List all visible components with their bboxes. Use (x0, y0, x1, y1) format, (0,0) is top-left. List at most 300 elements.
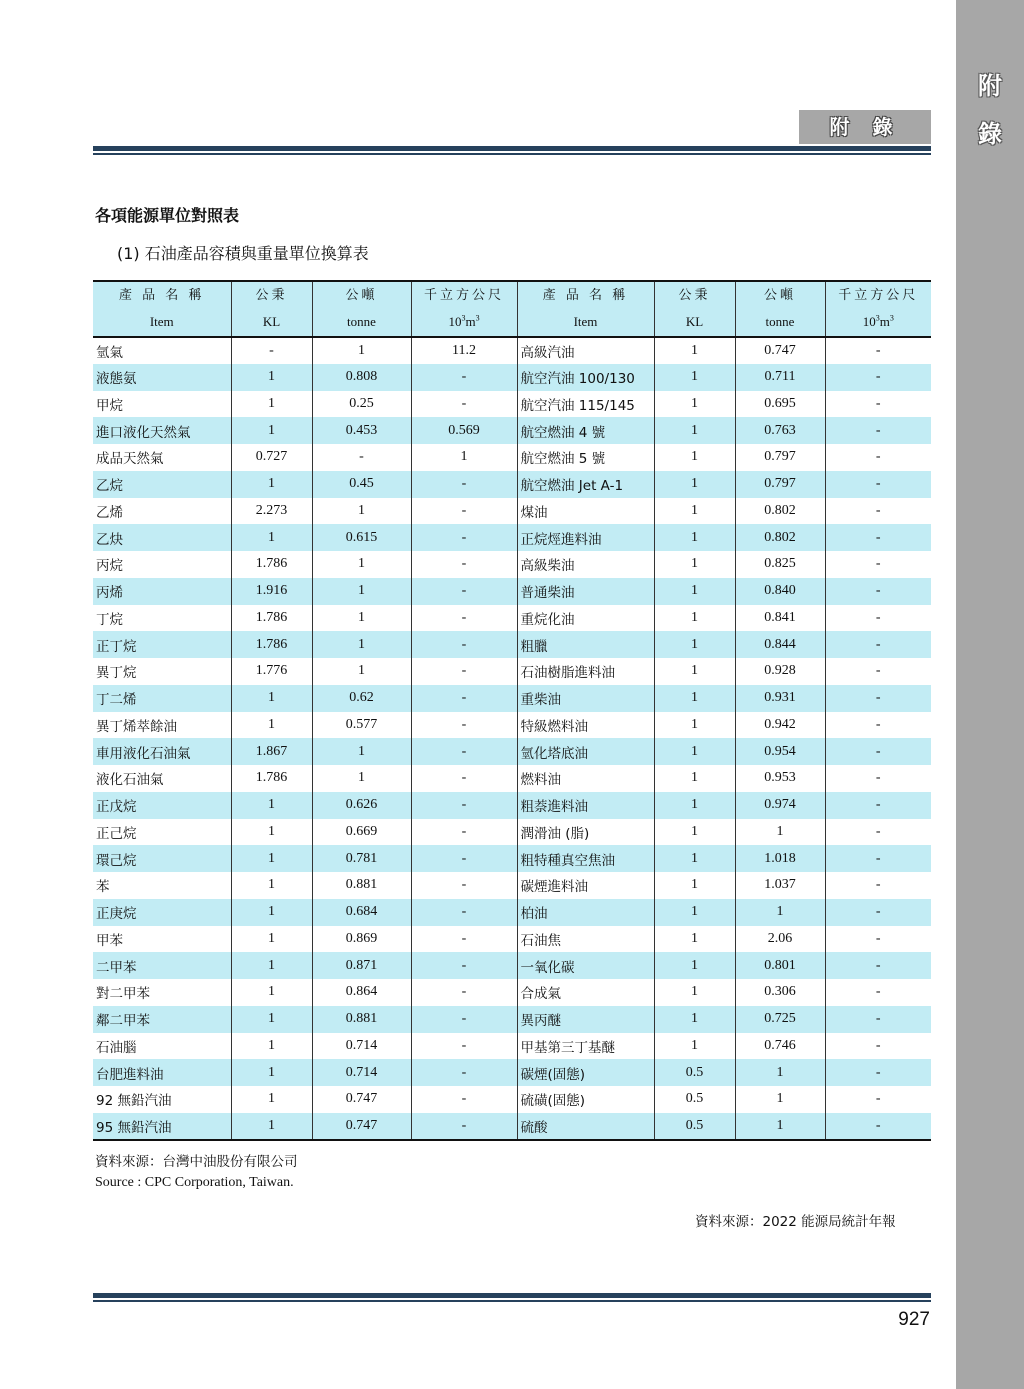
value-cell: 0.808 (312, 364, 411, 391)
value-cell: 1.776 (231, 658, 312, 685)
value-cell: - (411, 658, 517, 685)
column-header-zh: 產 品 名 稱 (119, 288, 205, 303)
value-cell: 1 (231, 364, 312, 391)
value-cell: 1 (654, 444, 735, 471)
item-name-cell: 航空燃油 Jet A-1 (517, 471, 654, 498)
value-cell: - (825, 364, 931, 391)
value-cell: 1 (654, 1033, 735, 1060)
value-cell: 1 (231, 471, 312, 498)
value-cell: - (231, 337, 312, 364)
value-cell: 0.453 (312, 417, 411, 444)
value-cell: 0.727 (231, 444, 312, 471)
item-name-cell: 航空汽油 115/145 (517, 391, 654, 418)
value-cell: 1 (312, 498, 411, 525)
value-cell: 1 (654, 658, 735, 685)
item-name-cell: 重柴油 (517, 685, 654, 712)
value-cell: 0.615 (312, 524, 411, 551)
value-cell: 1.786 (231, 605, 312, 632)
item-name-cell: 石油焦 (517, 926, 654, 953)
value-cell: - (825, 417, 931, 444)
value-cell: - (411, 578, 517, 605)
column-header (825, 281, 931, 337)
value-cell: 0.62 (312, 685, 411, 712)
value-cell: - (411, 471, 517, 498)
table-row (93, 471, 931, 498)
value-cell: - (411, 364, 517, 391)
value-cell: 0.864 (312, 979, 411, 1006)
value-cell: 0.841 (735, 605, 825, 632)
value-cell: 0.747 (312, 1113, 411, 1140)
side-tab-char: 附 (978, 72, 1002, 100)
value-cell: - (825, 685, 931, 712)
item-name-cell: 正己烷 (93, 819, 231, 846)
item-name-cell: 合成氣 (517, 979, 654, 1006)
column-header-en (826, 309, 932, 335)
value-cell: - (825, 899, 931, 926)
value-cell: - (411, 926, 517, 953)
value-cell: 0.711 (735, 364, 825, 391)
value-cell: - (411, 1113, 517, 1140)
value-cell: 0.5 (654, 1113, 735, 1140)
column-header-zh: 公秉 (678, 288, 711, 303)
conversion-table (93, 280, 931, 1141)
item-name-cell: 液化石油氣 (93, 765, 231, 792)
value-cell: - (825, 578, 931, 605)
value-cell: 0.746 (735, 1033, 825, 1060)
item-name-cell: 煤油 (517, 498, 654, 525)
value-cell: - (825, 845, 931, 872)
item-name-cell: 進口液化天然氣 (93, 417, 231, 444)
item-name-cell: 95 無鉛汽油 (93, 1113, 231, 1140)
value-cell: - (875, 770, 881, 786)
value-cell: 1 (411, 444, 517, 471)
value-cell: 0.763 (735, 417, 825, 444)
value-cell: 0.714 (312, 1059, 411, 1086)
value-cell: - (875, 877, 881, 893)
table-row (93, 845, 931, 872)
item-name-cell: 石油樹脂進料油 (517, 658, 654, 685)
value-cell: 1 (231, 952, 312, 979)
value-cell: 0.931 (735, 685, 825, 712)
header-rule-thin (93, 153, 931, 155)
value-cell: 1 (312, 738, 411, 765)
item-name-cell: 乙炔 (93, 524, 231, 551)
value-cell: 1 (312, 605, 411, 632)
value-cell: 0.684 (312, 899, 411, 926)
value-cell: - (411, 845, 517, 872)
table-row (93, 819, 931, 846)
value-cell: - (875, 984, 881, 1000)
item-name-cell: 碳煙(固態) (517, 1059, 654, 1086)
value-cell: - (825, 792, 931, 819)
value-cell: 1 (654, 979, 735, 1006)
value-cell: 1 (654, 471, 735, 498)
item-name-cell: 氫氣 (93, 337, 231, 364)
item-name-cell: 硫磺(固態) (517, 1086, 654, 1113)
header-row (93, 281, 931, 337)
value-cell: 1 (654, 391, 735, 418)
value-cell: 0.797 (735, 444, 825, 471)
value-cell: 1 (654, 738, 735, 765)
column-header (517, 281, 654, 337)
table-row (93, 417, 931, 444)
item-name-cell: 碳煙進料油 (517, 872, 654, 899)
column-header-en: KL (262, 314, 281, 329)
unit-part: 3 (889, 313, 894, 323)
item-name-cell: 液態氨 (93, 364, 231, 391)
value-cell: - (411, 1059, 517, 1086)
value-cell: - (875, 395, 881, 411)
value-cell: 1 (231, 872, 312, 899)
table-body (93, 337, 931, 1140)
value-cell: 1 (654, 845, 735, 872)
table-row (93, 738, 931, 765)
value-cell: 1 (735, 1113, 825, 1140)
value-cell: - (411, 819, 517, 846)
value-cell: 1 (231, 979, 312, 1006)
value-cell: 0.825 (735, 551, 825, 578)
value-cell: - (411, 1033, 517, 1060)
item-name-cell: 高級汽油 (517, 337, 654, 364)
table-row (93, 524, 931, 551)
unit-part: m (879, 314, 890, 329)
value-cell: 1 (231, 1006, 312, 1033)
item-name-cell: 台肥進料油 (93, 1059, 231, 1086)
column-header-zh: 千立方公尺 (838, 288, 919, 303)
table-row (93, 1113, 931, 1140)
item-name-cell: 石油腦 (93, 1033, 231, 1060)
value-cell: 1 (231, 685, 312, 712)
value-cell: 0.801 (735, 952, 825, 979)
item-name-cell: 丙烷 (93, 551, 231, 578)
column-header (231, 281, 312, 337)
value-cell: 1 (654, 417, 735, 444)
item-name-cell: 甲烷 (93, 391, 231, 418)
value-cell: 0.25 (312, 391, 411, 418)
value-cell: - (825, 471, 931, 498)
value-cell: 1 (654, 364, 735, 391)
value-cell: 0.5 (654, 1059, 735, 1086)
item-name-cell: 甲苯 (93, 926, 231, 953)
value-cell: - (411, 899, 517, 926)
value-cell: 0.695 (735, 391, 825, 418)
value-cell: - (825, 1059, 931, 1086)
column-header (93, 281, 231, 337)
value-cell: - (875, 1091, 881, 1107)
item-name-cell: 鄰二甲苯 (93, 1006, 231, 1033)
value-cell: - (411, 551, 517, 578)
table-row (93, 872, 931, 899)
value-cell: 0.669 (312, 819, 411, 846)
item-name-cell: 異丁烷 (93, 658, 231, 685)
table-row (93, 498, 931, 525)
column-header (312, 281, 411, 337)
value-cell: 1 (312, 658, 411, 685)
item-name-cell: 柏油 (517, 899, 654, 926)
table-row (93, 1086, 931, 1113)
value-cell: 1 (654, 578, 735, 605)
table-row (93, 926, 931, 953)
item-name-cell: 丁烷 (93, 605, 231, 632)
value-cell: 1.037 (735, 872, 825, 899)
item-name-cell: 苯 (93, 872, 231, 899)
chapter-header-label: 附 錄 (799, 110, 931, 144)
column-header-en: tonne (347, 314, 376, 329)
value-cell: - (875, 502, 881, 518)
column-header-zh: 公噸 (345, 288, 378, 303)
table-row (93, 979, 931, 1006)
column-header (411, 281, 517, 337)
value-cell: 0.840 (735, 578, 825, 605)
unit-part: m (465, 314, 476, 329)
table-row (93, 631, 931, 658)
value-cell: 1 (231, 819, 312, 846)
value-cell: 0.5 (654, 1086, 735, 1113)
value-cell: 1 (654, 792, 735, 819)
value-cell: - (411, 524, 517, 551)
value-cell: 1 (654, 1006, 735, 1033)
source-note-en: Source : CPC Corporation, Taiwan. (95, 1175, 294, 1190)
table-row (93, 551, 931, 578)
table-title: (1) 石油產品容積與重量單位換算表 (117, 244, 369, 263)
value-cell: 1 (312, 551, 411, 578)
value-cell: 0.747 (735, 337, 825, 364)
table-row (93, 1059, 931, 1086)
value-cell: - (875, 609, 881, 625)
column-header-zh: 千立方公尺 (423, 288, 504, 303)
item-name-cell: 粗特種真空焦油 (517, 845, 654, 872)
table-row (93, 391, 931, 418)
value-cell: 1.867 (231, 738, 312, 765)
value-cell: - (411, 685, 517, 712)
item-name-cell: 車用液化石油氣 (93, 738, 231, 765)
value-cell: 1 (654, 631, 735, 658)
item-name-cell: 重烷化油 (517, 605, 654, 632)
footer-rule-thin (93, 1300, 931, 1302)
value-cell: 1 (231, 1033, 312, 1060)
value-cell: - (411, 979, 517, 1006)
table-row (93, 952, 931, 979)
item-name-cell: 環己烷 (93, 845, 231, 872)
side-tab (956, 0, 1024, 1389)
value-cell: 0.747 (312, 1086, 411, 1113)
column-header-zh: 公噸 (763, 288, 796, 303)
table-row (93, 337, 931, 364)
value-cell: - (875, 556, 881, 572)
value-cell: - (411, 605, 517, 632)
value-cell: 1 (231, 1086, 312, 1113)
table-row (93, 765, 931, 792)
value-cell: 1 (654, 605, 735, 632)
value-cell: - (411, 631, 517, 658)
value-cell: 0.802 (735, 498, 825, 525)
column-header-zh: 產 品 名 稱 (542, 288, 629, 303)
column-header-en: KL (685, 314, 704, 329)
value-cell: 1 (231, 391, 312, 418)
source-note-zh: 資料來源：台灣中油股份有限公司 (95, 1154, 298, 1170)
value-cell: 0.626 (312, 792, 411, 819)
value-cell: 1.916 (231, 578, 312, 605)
item-name-cell: 粗萘進料油 (517, 792, 654, 819)
value-cell: 2.273 (231, 498, 312, 525)
value-cell: 1.786 (231, 551, 312, 578)
value-cell: 0.569 (411, 417, 517, 444)
item-name-cell: 航空燃油 4 號 (517, 417, 654, 444)
value-cell: 0.844 (735, 631, 825, 658)
table-row (93, 792, 931, 819)
value-cell: 1 (654, 899, 735, 926)
column-header-en: Item (149, 314, 174, 329)
value-cell: - (825, 524, 931, 551)
value-cell: 1 (312, 337, 411, 364)
table-row (93, 605, 931, 632)
value-cell: 1.018 (735, 845, 825, 872)
value-cell: - (411, 872, 517, 899)
item-name-cell: 正丁烷 (93, 631, 231, 658)
value-cell: 1 (654, 819, 735, 846)
value-cell: 1 (654, 712, 735, 739)
column-header-en: tonne (765, 314, 795, 329)
value-cell: 1 (735, 899, 825, 926)
item-name-cell: 航空燃油 5 號 (517, 444, 654, 471)
item-name-cell: 92 無鉛汽油 (93, 1086, 231, 1113)
value-cell: 1 (735, 1086, 825, 1113)
side-tab-char: 錄 (978, 120, 1002, 148)
column-header (735, 281, 825, 337)
value-cell: 11.2 (411, 337, 517, 364)
value-cell: 1 (231, 417, 312, 444)
value-cell: 1 (312, 631, 411, 658)
table-row (93, 1033, 931, 1060)
value-cell: 1 (654, 765, 735, 792)
value-cell: - (825, 1113, 931, 1140)
value-cell: 2.06 (735, 926, 825, 953)
side-tab-label (956, 62, 1024, 158)
value-cell: 0.802 (735, 524, 825, 551)
column-header-en: Item (573, 314, 598, 329)
value-cell: 0.881 (312, 872, 411, 899)
item-name-cell: 異丁烯萃餘油 (93, 712, 231, 739)
unit-part: 10 (862, 314, 876, 329)
value-cell: 0.974 (735, 792, 825, 819)
value-cell: 1 (312, 578, 411, 605)
value-cell: - (875, 342, 881, 358)
value-cell: 1 (231, 1113, 312, 1140)
value-cell: 0.928 (735, 658, 825, 685)
value-cell: - (411, 765, 517, 792)
value-cell: 1 (231, 845, 312, 872)
value-cell: - (411, 738, 517, 765)
table-row (93, 712, 931, 739)
value-cell: 1 (654, 926, 735, 953)
value-cell: - (411, 1086, 517, 1113)
value-cell: - (312, 444, 411, 471)
item-name-cell: 一氧化碳 (517, 952, 654, 979)
table-row (93, 899, 931, 926)
item-name-cell: 高級柴油 (517, 551, 654, 578)
value-cell: - (825, 738, 931, 765)
item-name-cell: 航空汽油 100/130 (517, 364, 654, 391)
value-cell: - (875, 449, 881, 465)
table-row (93, 658, 931, 685)
value-cell: 1 (654, 952, 735, 979)
value-cell: 0.953 (735, 765, 825, 792)
value-cell: 0.725 (735, 1006, 825, 1033)
item-name-cell: 對二甲苯 (93, 979, 231, 1006)
footer-rule-thick (93, 1293, 931, 1298)
item-name-cell: 硫酸 (517, 1113, 654, 1140)
value-cell: 0.797 (735, 471, 825, 498)
item-name-cell: 二甲苯 (93, 952, 231, 979)
value-cell: 0.871 (312, 952, 411, 979)
value-cell: - (875, 663, 881, 679)
unit-part: 3 (461, 313, 466, 323)
value-cell: 1 (231, 524, 312, 551)
table-row (93, 685, 931, 712)
table-row (93, 444, 931, 471)
item-name-cell: 丙烯 (93, 578, 231, 605)
value-cell: 0.781 (312, 845, 411, 872)
value-cell: 1 (654, 551, 735, 578)
item-name-cell: 氫化塔底油 (517, 738, 654, 765)
value-cell: 0.306 (735, 979, 825, 1006)
value-cell: - (875, 1037, 881, 1053)
column-header-en (412, 309, 517, 335)
section-title: 各項能源單位對照表 (95, 206, 240, 225)
value-cell: 1 (654, 524, 735, 551)
value-cell: - (411, 792, 517, 819)
unit-part: 10 (448, 314, 462, 329)
table-row (93, 578, 931, 605)
value-cell: - (411, 952, 517, 979)
item-name-cell: 正戊烷 (93, 792, 231, 819)
item-name-cell: 乙烯 (93, 498, 231, 525)
value-cell: 0.954 (735, 738, 825, 765)
value-cell: 1 (312, 765, 411, 792)
value-cell: 1 (654, 498, 735, 525)
value-cell: - (875, 716, 881, 732)
value-cell: 1 (654, 685, 735, 712)
unit-part: 3 (875, 313, 880, 323)
value-cell: - (825, 1006, 931, 1033)
value-cell: - (411, 391, 517, 418)
value-cell: 0.577 (312, 712, 411, 739)
value-cell: - (825, 952, 931, 979)
value-cell: 1 (654, 872, 735, 899)
value-cell: 1 (231, 899, 312, 926)
value-cell: 0.714 (312, 1033, 411, 1060)
unit-part: 3 (475, 313, 480, 323)
header-rule-thick (93, 146, 931, 151)
value-cell: 1.786 (231, 631, 312, 658)
item-name-cell: 燃料油 (517, 765, 654, 792)
value-cell: 1 (735, 819, 825, 846)
value-cell: - (825, 631, 931, 658)
item-name-cell: 成品天然氣 (93, 444, 231, 471)
item-name-cell: 特級燃料油 (517, 712, 654, 739)
item-name-cell: 粗臘 (517, 631, 654, 658)
value-cell: 0.881 (312, 1006, 411, 1033)
item-name-cell: 甲基第三丁基醚 (517, 1033, 654, 1060)
value-cell: 1 (654, 337, 735, 364)
source-yearbook: 資料來源：2022 能源局統計年報 (695, 1214, 896, 1230)
value-cell: 1 (231, 926, 312, 953)
value-cell: 1.786 (231, 765, 312, 792)
item-name-cell: 乙烷 (93, 471, 231, 498)
value-cell: 1 (735, 1059, 825, 1086)
value-cell: 0.869 (312, 926, 411, 953)
table-row (93, 364, 931, 391)
